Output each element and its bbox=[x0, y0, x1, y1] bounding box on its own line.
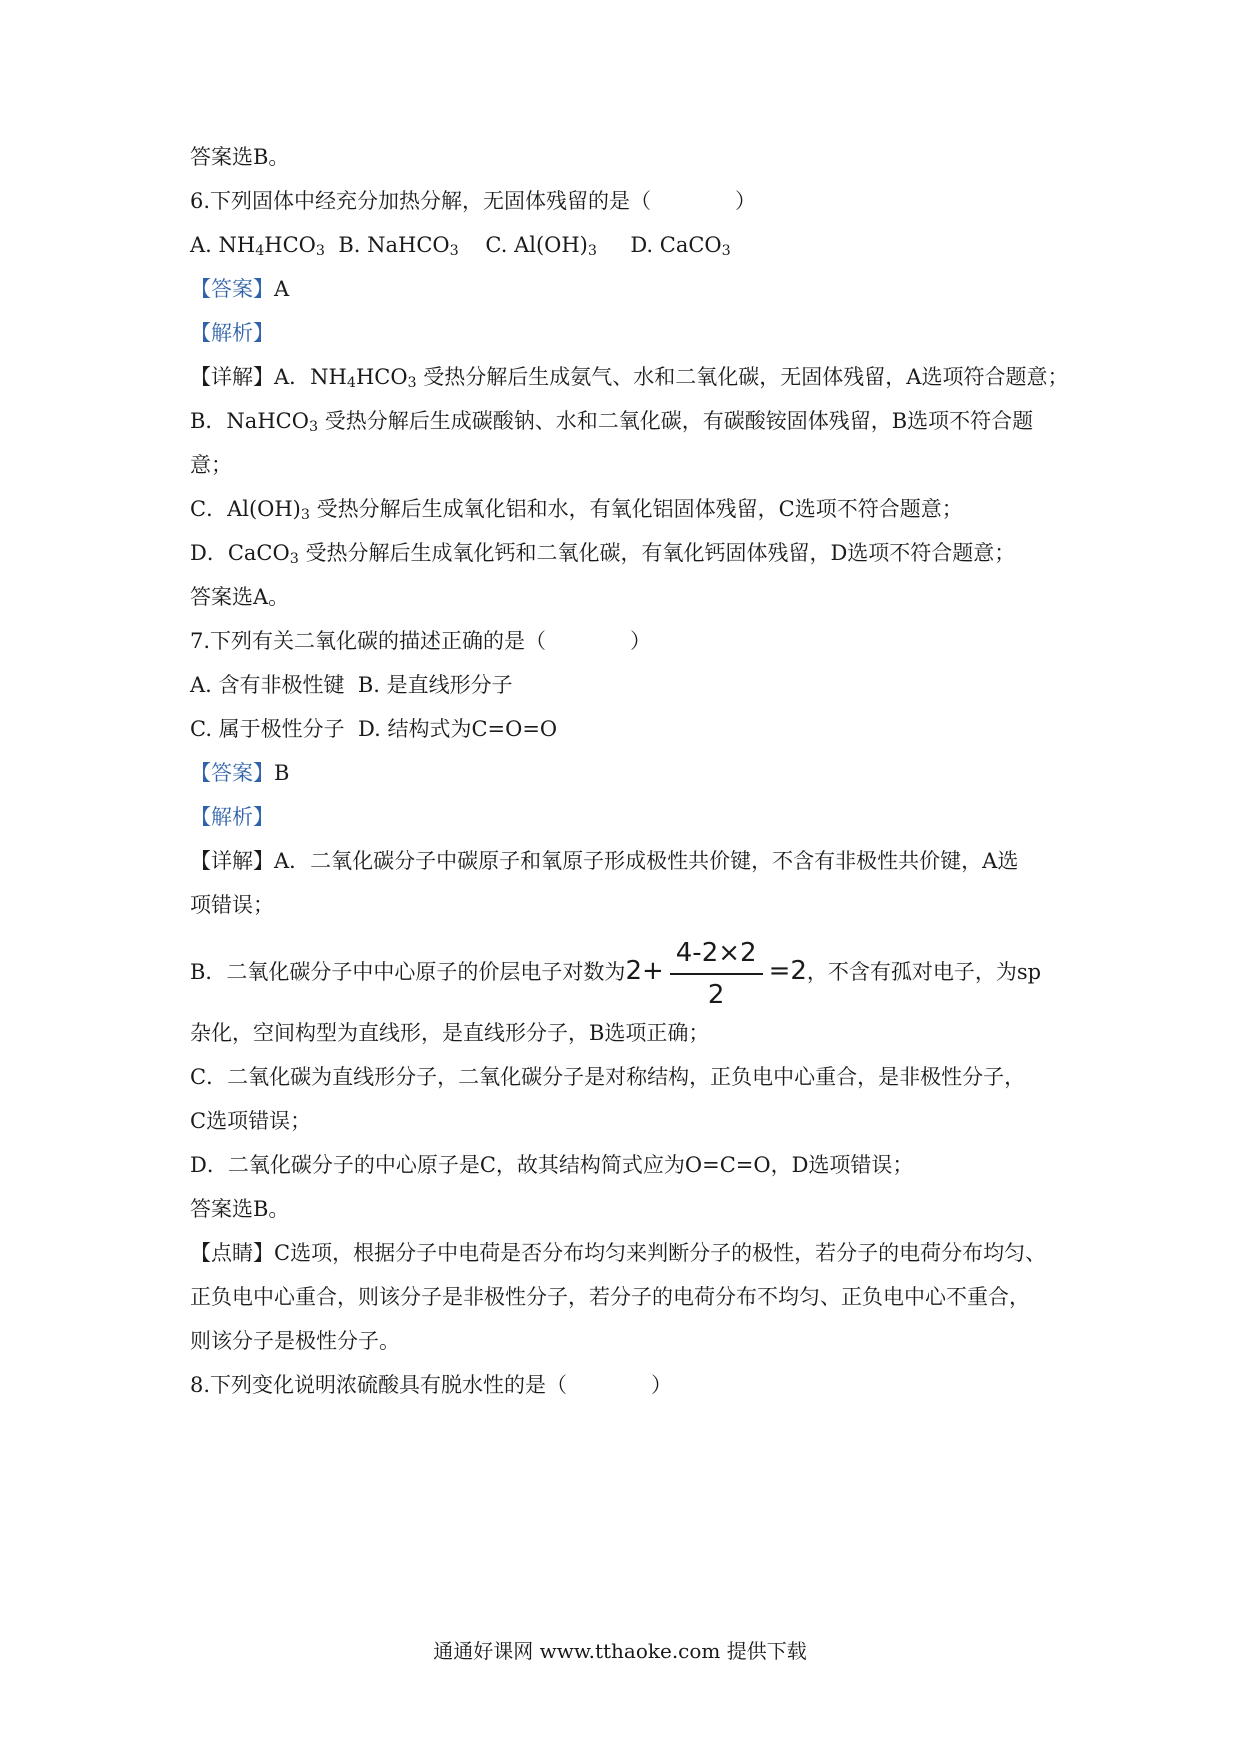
detail-6b-cont bbox=[190, 450, 1060, 480]
detail-6c bbox=[190, 494, 1060, 524]
detail-6b bbox=[190, 406, 1060, 436]
detail-6d bbox=[190, 538, 1060, 568]
subscript: 3 bbox=[289, 551, 299, 568]
subscript: 3 bbox=[308, 419, 319, 436]
detail-7a bbox=[190, 846, 1060, 876]
answer-value: B bbox=[274, 761, 290, 785]
text: 受热分解后生成氧化铝和水，有氧化铝固体残留，C选项不符合题意； bbox=[309, 497, 963, 521]
text: 答案选B。 bbox=[190, 145, 290, 169]
detail-7c bbox=[190, 1062, 1060, 1092]
formula-prefix: 2+ bbox=[625, 956, 664, 986]
subscript: 3 bbox=[721, 243, 731, 260]
subscript: 4 bbox=[255, 243, 265, 260]
formula-fraction bbox=[670, 933, 763, 1015]
text: 答案选A。 bbox=[190, 585, 290, 609]
question-6 bbox=[190, 186, 1060, 216]
text: A．NH bbox=[274, 365, 347, 389]
text: C选项错误； bbox=[190, 1109, 312, 1133]
text: 则该分子是极性分子。 bbox=[190, 1329, 400, 1353]
question-7-options-ab bbox=[190, 670, 1060, 700]
text: 杂化，空间构型为直线形，是直线形分子，B选项正确； bbox=[190, 1021, 710, 1045]
text: HCO bbox=[355, 365, 408, 389]
page-footer: 通通好课网 www.tthaoke.com 提供下载 bbox=[433, 1639, 807, 1663]
subscript: 3 bbox=[587, 243, 597, 260]
text: B．二氧化碳分子中中心原子的价层电子对数为 bbox=[190, 960, 626, 984]
text: 正负电中心重合，则该分子是非极性分子，若分子的电荷分布不均匀、正负电中心不重合， bbox=[190, 1285, 1030, 1309]
analysis-tag: 【解析】 bbox=[190, 321, 274, 345]
subscript: 3 bbox=[449, 243, 459, 260]
text: 受热分解后生成碳酸钠、水和二氧化碳，有碳酸铵固体残留，B选项不符合题 bbox=[318, 409, 1034, 433]
answer-line bbox=[190, 582, 1060, 612]
tip-7-cont2 bbox=[190, 1326, 1060, 1356]
formula-suffix: =2 bbox=[768, 956, 807, 986]
text: 7.下列有关二氧化碳的描述正确的是（ ） bbox=[190, 629, 652, 653]
tip-tag: 【点睛】 bbox=[190, 1241, 274, 1265]
question-8 bbox=[190, 1370, 1060, 1400]
detail-7b-cont bbox=[190, 1018, 1060, 1048]
subscript: 3 bbox=[300, 507, 310, 524]
analysis-tag: 【解析】 bbox=[190, 805, 274, 829]
text: D．CaCO bbox=[190, 541, 290, 565]
detail-7b bbox=[190, 926, 1060, 1016]
tip-7 bbox=[190, 1238, 1060, 1268]
detail-7c-cont bbox=[190, 1106, 1060, 1136]
question-7 bbox=[190, 626, 1060, 656]
answer-6 bbox=[190, 274, 1060, 304]
text: B．NaHCO bbox=[190, 409, 309, 433]
detail-7d bbox=[190, 1150, 1060, 1180]
text: ，不含有孤对电子，为sp bbox=[806, 960, 1042, 984]
fraction-denominator: 2 bbox=[707, 979, 725, 1010]
text: A．二氧化碳分子中碳原子和氧原子形成极性共价键，不含有非极性共价键，A选 bbox=[274, 849, 1019, 873]
analysis-6 bbox=[190, 318, 1060, 348]
option-a: A. NH bbox=[190, 233, 256, 257]
option-c: C. Al(OH) bbox=[458, 233, 588, 257]
text: 受热分解后生成氧化钙和二氧化碳，有氧化钙固体残留，D选项不符合题意； bbox=[298, 541, 1016, 565]
text: C选项，根据分子中电荷是否分布均匀来判断分子的极性，若分子的电荷分布均匀、 bbox=[274, 1241, 1047, 1265]
text: C. 属于极性分子 D. 结构式为C=O=O bbox=[190, 717, 558, 741]
detail-6a bbox=[190, 362, 1069, 392]
answer-value: A bbox=[274, 277, 290, 301]
text: C．Al(OH) bbox=[190, 497, 301, 521]
answer-line bbox=[190, 142, 1060, 172]
detail-tag: 【详解】 bbox=[190, 849, 274, 873]
subscript: 4 bbox=[346, 375, 356, 392]
option-b: B. NaHCO bbox=[324, 233, 450, 257]
question-6-options bbox=[190, 230, 1060, 260]
analysis-7 bbox=[190, 802, 1060, 832]
text: A. 含有非极性键 B. 是直线形分子 bbox=[190, 673, 513, 697]
answer-tag: 【答案】 bbox=[190, 277, 274, 301]
answer-line bbox=[190, 1194, 1060, 1224]
text: 项错误； bbox=[190, 893, 274, 917]
tip-7-cont bbox=[190, 1282, 1060, 1312]
option-a-cont: HCO bbox=[264, 233, 316, 257]
text: 受热分解后生成氨气、水和二氧化碳，无固体残留，A选项符合题意； bbox=[416, 365, 1069, 389]
text: D．二氧化碳分子的中心原子是C，故其结构简式应为O=C=O，D选项错误； bbox=[190, 1153, 914, 1177]
detail-7a-cont bbox=[190, 890, 1060, 920]
question-7-options-cd bbox=[190, 714, 1060, 744]
fraction-numerator: 4-2×2 bbox=[670, 933, 763, 975]
text: 答案选B。 bbox=[190, 1197, 290, 1221]
answer-7 bbox=[190, 758, 1060, 788]
subscript: 3 bbox=[315, 243, 325, 260]
answer-tag: 【答案】 bbox=[190, 761, 274, 785]
text: C．二氧化碳为直线形分子，二氧化碳分子是对称结构，正负电中心重合，是非极性分子， bbox=[190, 1065, 1026, 1089]
text: 意； bbox=[190, 453, 232, 477]
text: 8.下列变化说明浓硫酸具有脱水性的是（ ） bbox=[190, 1373, 673, 1397]
detail-tag: 【详解】 bbox=[190, 365, 274, 389]
option-d: D. CaCO bbox=[596, 233, 722, 257]
subscript: 3 bbox=[407, 375, 417, 392]
text: 6.下列固体中经充分加热分解，无固体残留的是（ ） bbox=[190, 189, 757, 213]
